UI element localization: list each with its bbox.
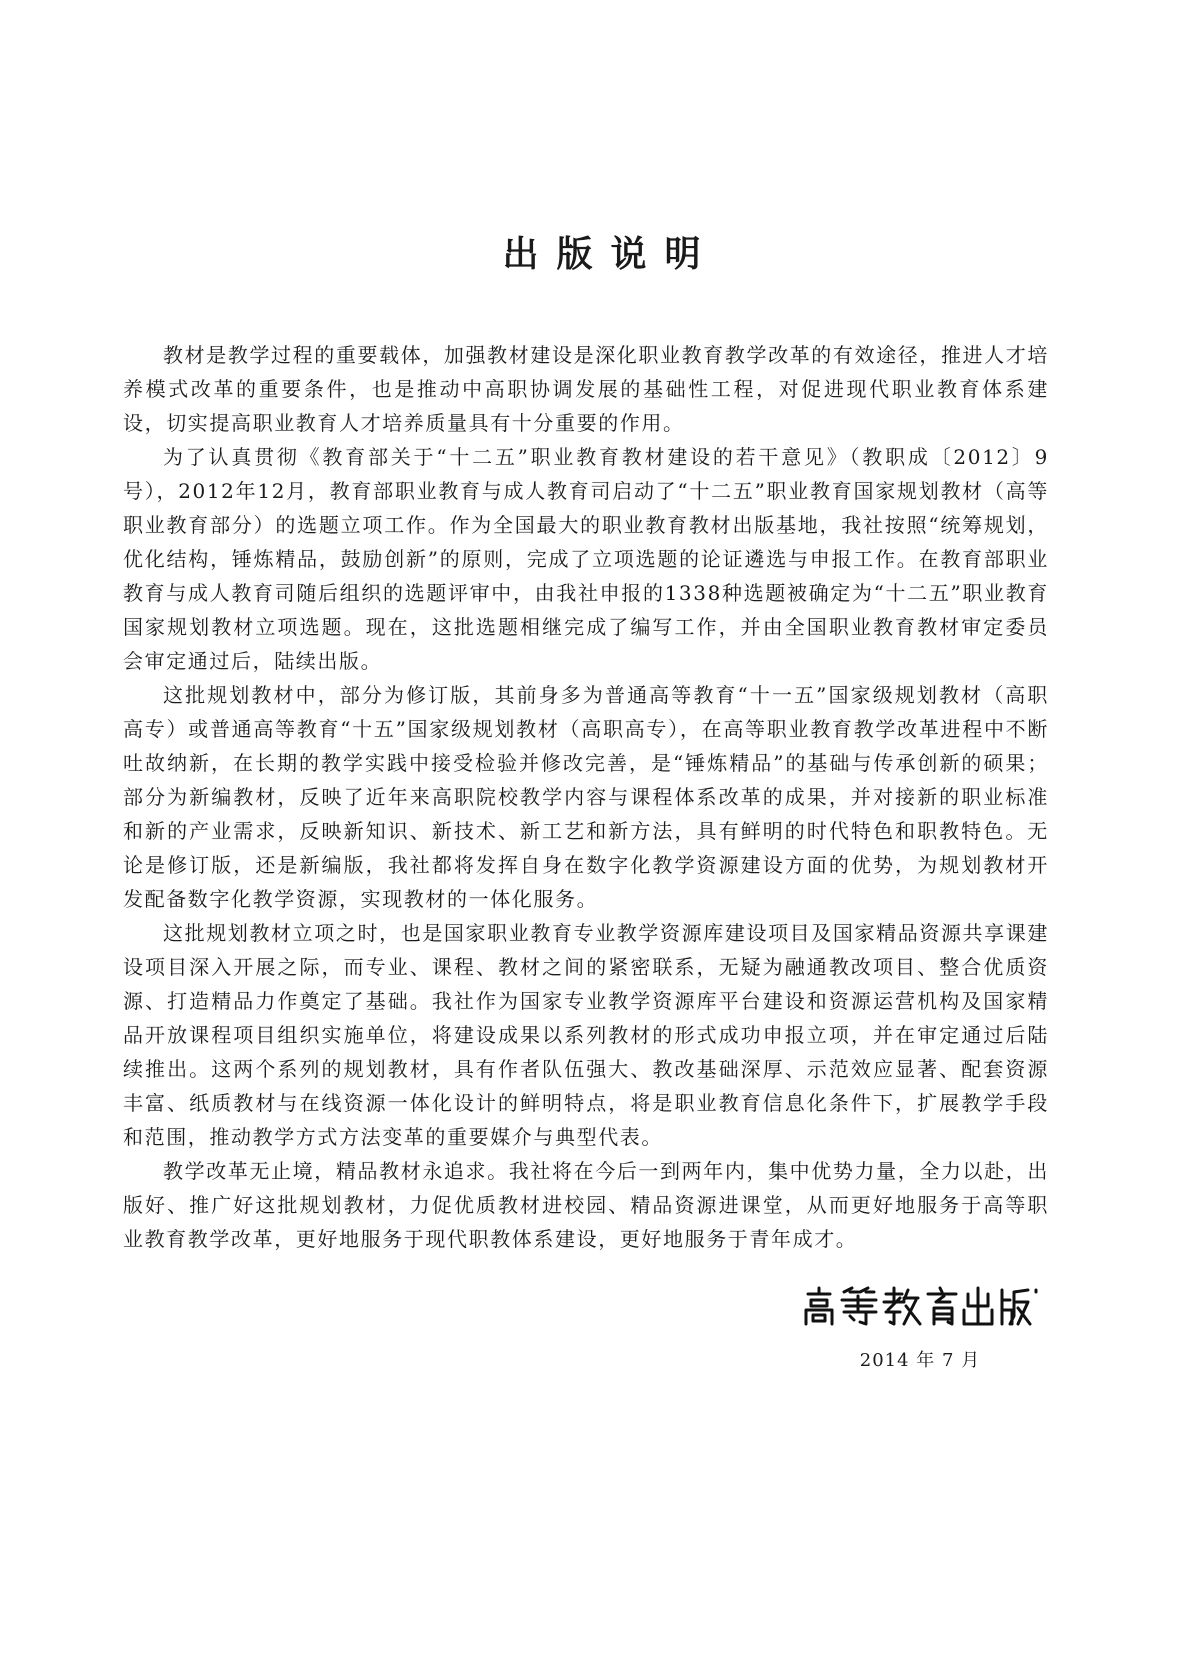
publication-date: 2014 年 7 月 <box>859 1350 981 1371</box>
body-text <box>123 338 1049 1256</box>
publisher-signature-calligraphy <box>800 1286 1040 1326</box>
paragraph-5: 教学改革无止境，精品教材永追求。我社将在今后一到两年内，集中优势力量，全力以赴，出版好、推广好这批规划教材，力促优质教材进校园、精品资源进课堂，从而更好地服务于高等职业教育教学改革，更好地服务于现代职教体系建设，更好地服务于青年成才。 <box>123 1159 1049 1251</box>
publisher-signature <box>800 1286 1040 1326</box>
paragraph-3: 这批规划教材中，部分为修订版，其前身多为普通高等教育“十一五”国家级规划教材（高职高专）或普通高等教育“十五”国家级规划教材（高职高专），在高等职业教育教学改革进程中不断吐故纳新，在长期的教学实践中接受检验并修改完善，是“锤炼精品”的基础与传承创新的硕果；部分为新编教材，反映了近年来高职院校教学内容与课程体系改革的成果，并对接新的职业标准和新的产业需求，反映新知识、新技术、新工艺和新方法，具有鲜明的时代特色和职教特色。无论是修订版，还是新编版，我社都将发挥自身在数字化教学资源建设方面的优势，为规划教材开发配备数字化教学资源，实现教材的一体化服务。 <box>123 683 1049 911</box>
paragraph-4: 这批规划教材立项之时，也是国家职业教育专业教学资源库建设项目及国家精品资源共享课建设项目深入开展之际，而专业、课程、教材之间的紧密联系，无疑为融通教改项目、整合优质资源、打造精品力作奠定了基础。我社作为国家专业教学资源库平台建设和资源运营机构及国家精品开放课程项目组织实施单位，将建设成果以系列教材的形式成功申报立项，并在审定通过后陆续推出。这两个系列的规划教材，具有作者队伍强大、教改基础深厚、示范效应显著、配套资源丰富、纸质教材与在线资源一体化设计的鲜明特点，将是职业教育信息化条件下，扩展教学手段和范围，推动教学方式方法变革的重要媒介与典型代表。 <box>123 921 1049 1149</box>
page-title: 出版说明 <box>502 234 719 275</box>
paragraph-2: 为了认真贯彻《教育部关于“十二五”职业教育教材建设的若干意见》（教职成〔2012〕9号），2012年12月，教育部职业教育与成人教育司启动了“十二五”职业教育国家规划教材（高等职业教育部分）的选题立项工作。作为全国最大的职业教育教材出版基地，我社按照“统筹规划，优化结构，锤炼精品，鼓励创新”的原则，完成了立项选题的论证遴选与申报工作。在教育部职业教育与成人教育司随后组织的选题评审中，由我社申报的1338种选题被确定为“十二五”职业教育国家规划教材立项选题。现在，这批选题相继完成了编写工作，并由全国职业教育教材审定委员会审定通过后，陆续出版。 <box>123 445 1049 673</box>
paragraph-1: 教材是教学过程的重要载体，加强教材建设是深化职业教育教学改革的有效途径，推进人才培养模式改革的重要条件，也是推动中高职协调发展的基础性工程，对促进现代职业教育体系建设，切实提高职业教育人才培养质量具有十分重要的作用。 <box>123 343 1049 435</box>
